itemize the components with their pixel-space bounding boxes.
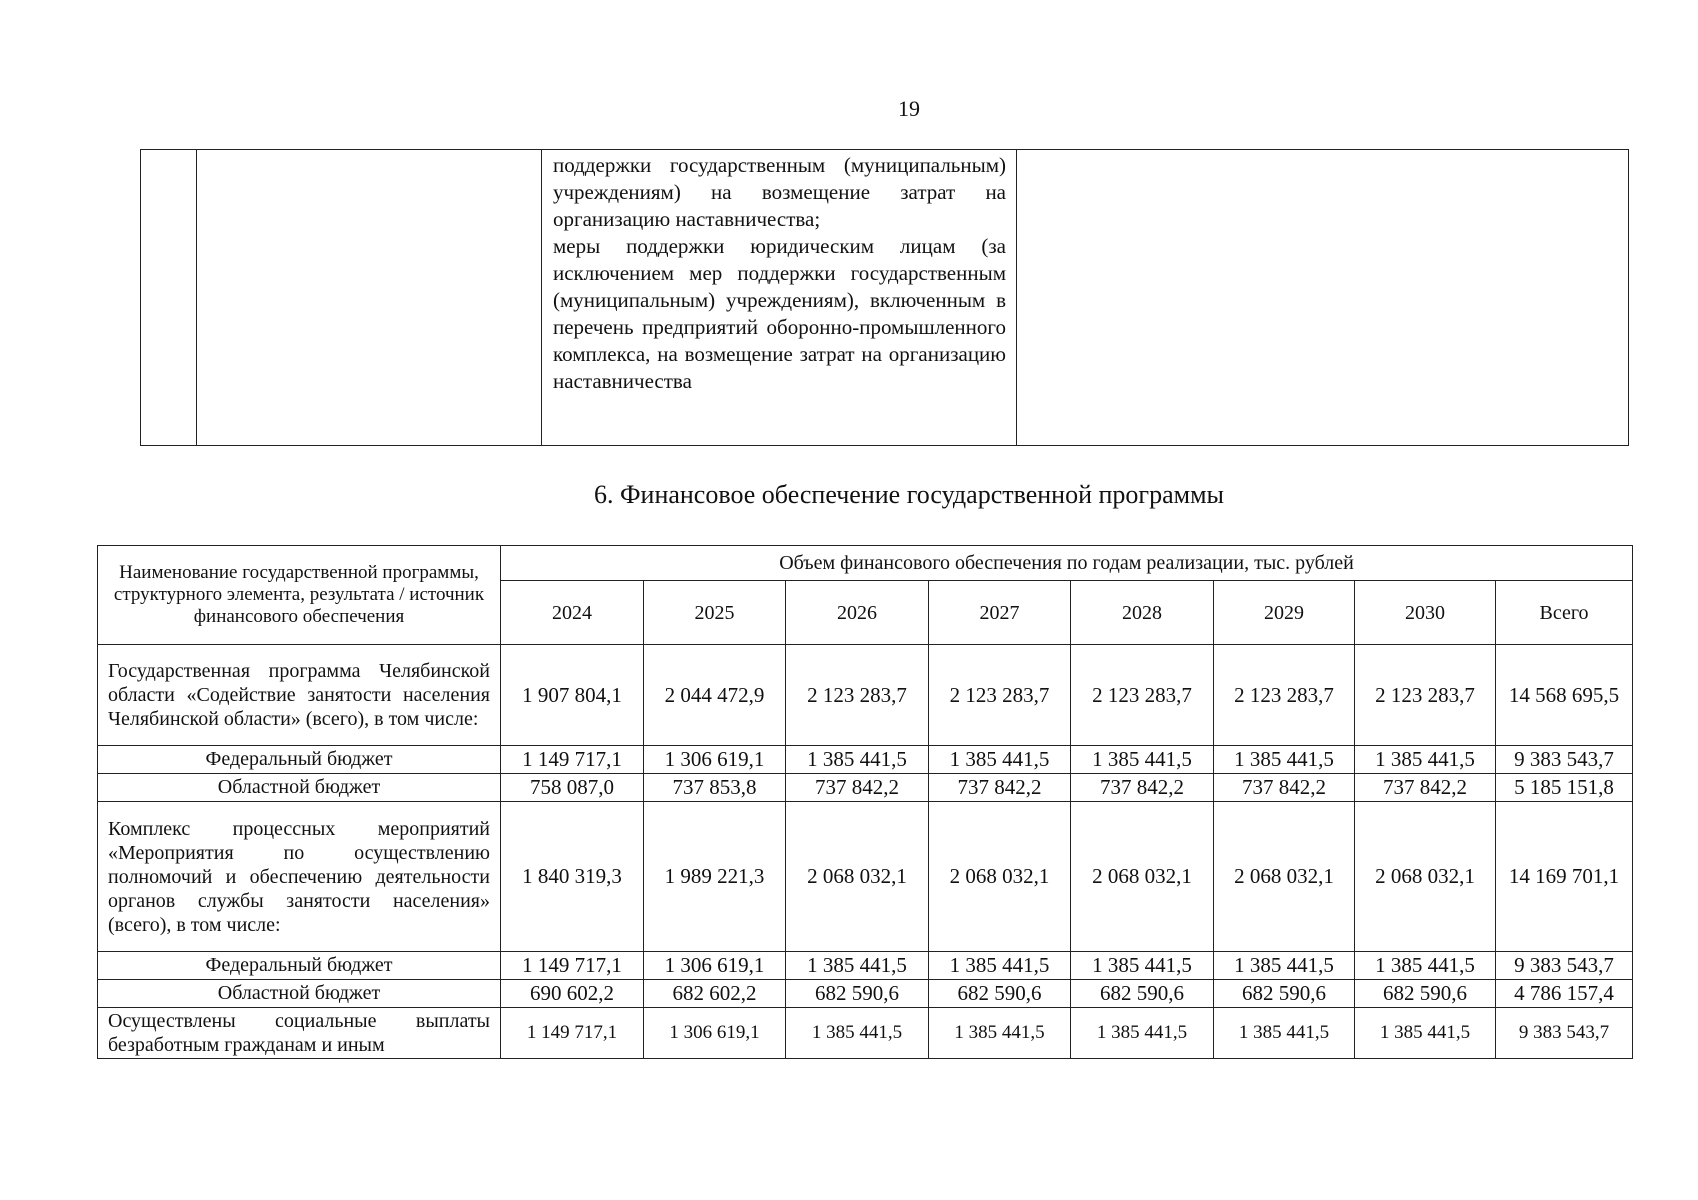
- continuation-cell-number: [141, 150, 197, 446]
- row-value: 2 068 032,1: [786, 802, 929, 952]
- page-number: 19: [898, 96, 920, 121]
- row-value: 1 385 441,5: [1355, 746, 1496, 774]
- row-value: 1 385 441,5: [786, 952, 929, 980]
- row-total: 14 169 701,1: [1496, 802, 1633, 952]
- continuation-paragraph: поддержки государственным (муниципальным) учреждениям) на возмещение затрат на организацию наставничества;: [553, 153, 1006, 231]
- row-value: 1 306 619,1: [644, 1008, 786, 1059]
- row-value: 682 590,6: [1071, 980, 1214, 1008]
- continuation-cell-empty: [1017, 150, 1629, 446]
- section-title: 6. Финансовое обеспечение государственной программы: [593, 480, 1225, 509]
- row-value: 1 149 717,1: [501, 746, 644, 774]
- table-row-program: [98, 645, 1633, 746]
- row-value: 1 385 441,5: [1214, 952, 1355, 980]
- row-total: 5 185 151,8: [1496, 774, 1633, 802]
- row-value: 1 385 441,5: [929, 1008, 1071, 1059]
- row-value: 2 123 283,7: [1214, 645, 1355, 746]
- table-row-source: [98, 980, 1633, 1008]
- header-year: 2027: [929, 581, 1071, 645]
- row-value: 1 385 441,5: [1355, 952, 1496, 980]
- continuation-row: [141, 150, 1629, 446]
- row-total: 9 383 543,7: [1496, 1008, 1633, 1059]
- table-row-source: [98, 952, 1633, 980]
- row-name: Областной бюджет: [98, 774, 501, 802]
- row-value: 682 602,2: [644, 980, 786, 1008]
- row-value: 2 123 283,7: [1355, 645, 1496, 746]
- header-volume-label: Объем финансового обеспечения по годам реализации, тыс. рублей: [501, 546, 1633, 581]
- header-year: 2026: [786, 581, 929, 645]
- row-value: 737 842,2: [786, 774, 929, 802]
- row-name: Федеральный бюджет: [98, 746, 501, 774]
- header-year: 2028: [1071, 581, 1214, 645]
- row-value: 2 068 032,1: [929, 802, 1071, 952]
- row-value: 1 306 619,1: [644, 952, 786, 980]
- row-value: 737 853,8: [644, 774, 786, 802]
- row-name: Комплекс процессных мероприятий «Мероприятия по осуществлению полномочий и обеспечению деятельности органов службы занятости населения» (всего), в том числе:: [98, 802, 501, 952]
- header-year: 2029: [1214, 581, 1355, 645]
- row-total: 4 786 157,4: [1496, 980, 1633, 1008]
- header-year: 2030: [1355, 581, 1496, 645]
- continuation-cell-text: [542, 150, 1017, 446]
- row-value: 682 590,6: [929, 980, 1071, 1008]
- row-value: 1 385 441,5: [1355, 1008, 1496, 1059]
- row-value: 2 123 283,7: [1071, 645, 1214, 746]
- continuation-table: [140, 149, 1629, 446]
- row-value: 682 590,6: [1355, 980, 1496, 1008]
- header-year: 2025: [644, 581, 786, 645]
- row-value: 1 385 441,5: [929, 952, 1071, 980]
- row-value: 1 385 441,5: [1071, 746, 1214, 774]
- row-value: 2 044 472,9: [644, 645, 786, 746]
- continuation-paragraph: меры поддержки юридическим лицам (за исключением мер поддержки государственным (муниципальным) учреждениям), включенным в перечень предприятий оборонно-промышленного комплекса, на возмещение затрат на организацию наставничества: [553, 234, 1006, 393]
- row-value: 682 590,6: [786, 980, 929, 1008]
- row-value: 1 385 441,5: [1071, 952, 1214, 980]
- row-value: 1 306 619,1: [644, 746, 786, 774]
- table-row-source: [98, 774, 1633, 802]
- row-value: 1 907 804,1: [501, 645, 644, 746]
- row-value: 2 123 283,7: [786, 645, 929, 746]
- header-row-volume: [98, 546, 1633, 581]
- row-value: 1 385 441,5: [786, 746, 929, 774]
- row-value: 1 385 441,5: [1071, 1008, 1214, 1059]
- row-value: 1 385 441,5: [929, 746, 1071, 774]
- row-value: 758 087,0: [501, 774, 644, 802]
- row-value: 2 123 283,7: [929, 645, 1071, 746]
- row-value: 2 068 032,1: [1071, 802, 1214, 952]
- table-row-source: [98, 746, 1633, 774]
- finance-table: [97, 545, 1633, 1059]
- row-value: 737 842,2: [1214, 774, 1355, 802]
- row-value: 1 385 441,5: [1214, 746, 1355, 774]
- row-value: 1 385 441,5: [1214, 1008, 1355, 1059]
- header-total: Всего: [1496, 581, 1633, 645]
- row-value: 2 068 032,1: [1355, 802, 1496, 952]
- row-value: 1 149 717,1: [501, 1008, 644, 1059]
- row-value: 737 842,2: [1071, 774, 1214, 802]
- row-value: 737 842,2: [929, 774, 1071, 802]
- row-value: 1 385 441,5: [786, 1008, 929, 1059]
- row-value: 682 590,6: [1214, 980, 1355, 1008]
- row-value: 2 068 032,1: [1214, 802, 1355, 952]
- row-value: 690 602,2: [501, 980, 644, 1008]
- row-total: 14 568 695,5: [1496, 645, 1633, 746]
- continuation-cell-name: [197, 150, 542, 446]
- row-name: Государственная программа Челябинской области «Содействие занятости населения Челябинской области» (всего), в том числе:: [98, 645, 501, 746]
- row-name: Осуществлены социальные выплаты безработным гражданам и иным: [98, 1008, 501, 1059]
- row-value: 1 840 319,3: [501, 802, 644, 952]
- row-name: Областной бюджет: [98, 980, 501, 1008]
- header-name-column: Наименование государственной программы, структурного элемента, результата / источник финансового обеспечения: [98, 546, 501, 645]
- row-total: 9 383 543,7: [1496, 746, 1633, 774]
- table-row-result: [98, 1008, 1633, 1059]
- row-name: Федеральный бюджет: [98, 952, 501, 980]
- header-year: 2024: [501, 581, 644, 645]
- row-value: 1 149 717,1: [501, 952, 644, 980]
- row-value: 737 842,2: [1355, 774, 1496, 802]
- row-total: 9 383 543,7: [1496, 952, 1633, 980]
- table-row-complex: [98, 802, 1633, 952]
- row-value: 1 989 221,3: [644, 802, 786, 952]
